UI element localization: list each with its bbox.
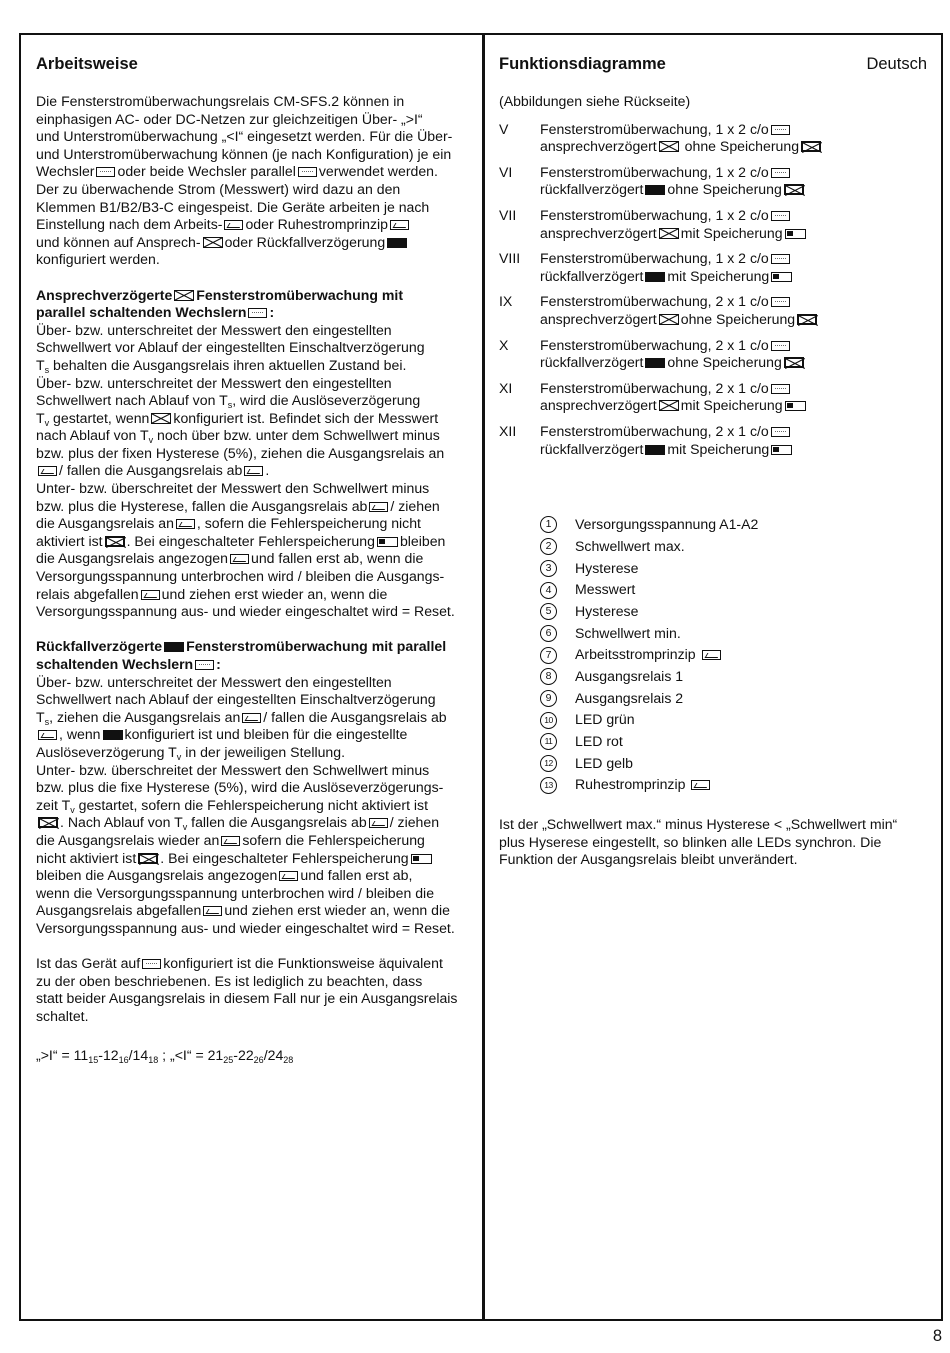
function-memory: ohne Speicherung [667,354,782,371]
text-line [36,814,478,832]
text-fragment: die Ausgangsrelais wieder an [36,831,220,848]
text-fragment: bleiben die Ausgangsrelais angezogen [36,867,278,884]
text-fragment: nicht aktiviert ist [36,849,137,866]
text-fragment: /24 [263,1047,284,1064]
section-ansprechverzoegert [36,287,478,621]
text-fragment: verwendet werden. [318,163,438,180]
text-fragment: / ziehen [389,814,440,831]
legend-number: 2 [540,538,557,555]
text-line [36,586,478,604]
text-fragment: und ziehen erst wieder an, wenn die [224,902,450,919]
function-memory: ohne Speicherung [684,138,800,155]
text-line [36,163,478,181]
legend-label: LED grün [575,711,635,728]
without-memory-icon [105,536,125,547]
text-fragment: , ziehen die Ausgangsrelais an [49,708,241,725]
on-delay-icon [203,237,223,248]
off-delay-icon [645,445,665,455]
text-fragment: Auslöseverzögerung T [36,743,177,760]
open-circuit-principle-icon [702,650,721,660]
text-line: Der zu überwachende Strom (Messwert) wird dazu an den [36,180,401,197]
text-fragment: parallel schaltenden Wechslern [36,304,247,321]
legend-item [499,644,929,666]
function-item [499,337,929,372]
legend-item [499,536,929,558]
right-column [499,54,929,869]
function-title: Fensterstromüberwachung, 1 x 2 c/o [540,250,769,267]
text-fragment: , wird die Auslöseverzögerung [232,392,421,409]
function-delay: ansprechverzögert [540,224,657,241]
with-memory-icon [785,401,806,411]
text-fragment: T [36,708,45,725]
function-title: Fensterstromüberwachung, 2 x 1 c/o [540,336,769,353]
function-delay: rückfallverzögert [540,181,644,198]
function-number: XII [499,422,517,439]
function-delay: ansprechverzögert [540,310,657,327]
terminal-formula [36,1047,478,1065]
subscript: 26 [253,1055,264,1066]
subscript: 15 [88,1055,99,1066]
text-fragment: . Bei eingeschalteter Fehlerspeicherung [126,532,375,549]
legend-label: Schwellwert max. [575,537,685,554]
text-fragment: Wechsler [36,163,95,180]
function-number: VII [499,206,517,223]
with-memory-icon [411,854,432,864]
text-fragment: und ziehen erst wieder an, wenn die [161,585,388,602]
two-changeover-icon [248,308,267,318]
text-line [36,902,478,920]
text-line: konfiguriert werden. [36,251,160,268]
function-delay: ansprechverzögert [540,138,657,155]
section-rueckfallverzoegert [36,638,478,937]
text-fragment: nach Ablauf von T [36,427,149,444]
text-fragment: ; „<I“ = 21 [158,1047,224,1064]
legend-item [499,557,929,579]
heading-arbeitsweise: Arbeitsweise [36,55,138,73]
without-memory-icon [784,357,804,368]
text-line [36,709,478,727]
legend-label: Ausgangsrelais 1 [575,667,684,684]
text-line: bzw. plus der fixen Hysterese (5%), ziehen die Ausgangsrelais an [36,444,445,461]
legend-number: 9 [540,690,557,707]
closed-circuit-principle-icon [203,906,222,916]
two-changeover-icon [298,167,317,177]
legend-item [499,623,929,645]
legend-number: 12 [540,755,557,772]
open-circuit-principle-icon [242,713,261,723]
on-delay-icon [659,314,679,325]
text-line: plus Hyserese eingestellt, so blinken alle LEDs synchron. Die [499,833,882,850]
text-line: Über- bzw. unterschreitet der Messwert den eingestellten [36,374,392,391]
off-delay-icon [387,238,407,248]
function-title: Fensterstromüberwachung, 2 x 1 c/o [540,293,769,310]
text-line: zu der oben beschriebenen. Es ist lediglich zu beachten, dass [36,972,423,989]
legend-item [499,731,929,753]
subscript: 25 [223,1055,234,1066]
text-fragment: relais abgefallen [36,585,139,602]
language-label: Deutsch [866,55,927,73]
text-line [36,410,478,428]
legend-number: 8 [540,668,557,685]
text-fragment: oder beide Wechsler parallel [117,163,296,180]
function-delay: rückfallverzögert [540,354,644,371]
text-line [36,867,478,885]
text-line [36,392,478,410]
text-line: Über- bzw. unterschreitet der Messwert den eingestellten [36,321,392,338]
function-title: Fensterstromüberwachung, 1 x 2 c/o [540,163,769,180]
legend-label: Versorgungsspannung A1-A2 [575,516,759,533]
legend-label: Schwellwert min. [575,624,681,641]
intro-paragraph [36,93,478,269]
function-item [499,380,929,415]
legend-number: 4 [540,582,557,599]
text-line: Über- bzw. unterschreitet der Messwert den eingestellten [36,673,392,690]
subscript: v [148,435,154,446]
text-line: Schwellwert nach Ablauf der eingestellten Einschaltverzögerung [36,691,436,708]
function-item [499,164,929,199]
function-item [499,250,929,285]
text-fragment: zeit T [36,796,71,813]
text-fragment: noch über bzw. unter dem Schwellwert minus [157,427,440,444]
text-line: Unter- bzw. überschreitet der Messwert den Schwellwert minus [36,480,430,497]
with-memory-icon [377,537,398,547]
text-line: Ist der „Schwellwert max.“ minus Hysterese < „Schwellwert min“ [499,816,898,833]
function-title: Fensterstromüberwachung, 2 x 1 c/o [540,422,769,439]
text-line [36,498,478,516]
text-line: / fallen die Ausgangsrelais ab . [36,462,478,480]
text-line: Versorgungsspannung aus- und wieder eingeschaltet wird = Reset. [36,919,455,936]
without-memory-icon [38,817,58,828]
legend-item [499,774,929,796]
without-memory-icon [797,314,817,325]
heading-funktionsdiagramme: Funktionsdiagramme [499,55,666,73]
on-delay-icon [659,228,679,239]
off-delay-icon [103,730,123,740]
on-delay-icon [659,400,679,411]
one-changeover-icon [142,959,161,969]
legend-item [499,688,929,710]
function-item [499,207,929,242]
subscript: 28 [283,1055,294,1066]
subscript: v [70,804,75,815]
text-fragment: Rückfallverzögerte [36,638,163,655]
function-delay: rückfallverzögert [540,440,644,457]
note-paragraph [499,816,929,869]
function-item [499,293,929,328]
text-line: Versorgungsspannung unterbrochen wird / bleiben die Ausgangs- [36,568,445,585]
off-delay-icon [645,185,665,195]
left-column [36,54,478,1065]
text-fragment: konfiguriert ist die Funktionsweise äquivalent [163,955,443,972]
off-delay-icon [164,642,184,652]
legend-label: LED gelb [575,754,633,771]
function-title: Fensterstromüberwachung, 1 x 2 c/o [540,120,769,137]
two-changeover-icon [771,211,790,221]
text-fragment: aktiviert ist [36,532,103,549]
one-changeover-icon [771,427,790,437]
text-fragment: / fallen die Ausgangsrelais ab [59,462,243,479]
two-changeover-icon [771,254,790,264]
text-fragment: konfiguriert ist und bleiben für die eingestellte [124,726,408,743]
with-memory-icon [785,229,806,239]
off-delay-icon [645,358,665,368]
closed-circuit-principle-icon [691,780,710,790]
function-memory: mit Speicherung [680,224,783,241]
text-line [36,515,478,533]
text-line [36,955,478,973]
text-fragment: Ansprechverzögerte [36,286,173,303]
text-fragment: Schwellwert nach Ablauf von T [36,392,228,409]
with-memory-icon [771,445,792,455]
text-line [36,533,478,551]
text-fragment: behalten die Ausgangsrelais ihren aktuellen Zustand bei. [53,356,407,373]
legend-number: 1 [540,516,557,533]
function-number: VIII [499,250,521,267]
function-title: Fensterstromüberwachung, 2 x 1 c/o [540,379,769,396]
legend-label: Hysterese [575,602,639,619]
text-line: statt beider Ausgangsrelais in diesem Fall nur je ein Ausgangsrelais [36,990,458,1007]
text-fragment: fallen die Ausgangsrelais ab [191,814,367,831]
legend-item [499,601,929,623]
without-memory-icon [138,853,158,864]
text-line: bzw. plus die fixe Hysterese (5%), wird die Auslöseverzögerungs- [36,779,444,796]
text-fragment: bzw. plus die Hysterese, fallen die Ausgangsrelais ab [36,497,368,514]
legend-number: 10 [540,712,557,729]
text-line [36,427,478,445]
text-fragment: Ist das Gerät auf [36,955,141,972]
text-fragment: . Nach Ablauf von T [60,814,183,831]
text-line [36,357,478,375]
legend-label: Messwert [575,581,636,598]
text-fragment: -22 [233,1047,254,1064]
text-fragment: gestartet, sofern die Fehlerspeicherung nicht aktiviert ist [78,796,429,813]
two-changeover-icon [771,125,790,135]
subscript: s [44,364,50,375]
function-memory: mit Speicherung [680,397,783,414]
text-line: Die Fensterstromüberwachungsrelais CM-SFS.2 können in [36,93,405,109]
subscript: v [176,751,182,762]
closed-circuit-principle-icon [141,590,160,600]
text-fragment: Fensterstromüberwachung mit [196,286,404,303]
legend-number: 6 [540,625,557,642]
off-delay-icon [645,272,665,282]
text-line [36,797,478,815]
function-number: VI [499,163,513,180]
text-fragment: -12 [98,1047,119,1064]
text-line [36,550,478,568]
text-fragment: in der jeweiligen Stellung. [185,743,346,760]
legend-label: Ausgangsrelais 2 [575,689,684,706]
closed-circuit-principle-icon [176,519,195,529]
text-fragment: schaltenden Wechslern [36,656,194,672]
text-fragment: die Ausgangsrelais angezogen [36,550,228,567]
text-line: schaltet. [36,1007,89,1024]
function-title: Fensterstromüberwachung, 1 x 2 c/o [540,206,769,223]
open-circuit-principle-icon [224,220,243,230]
text-line [36,832,478,850]
legend-label: LED rot [575,733,623,750]
text-fragment: Einstellung nach dem Arbeits- [36,216,223,233]
subtitle: (Abbildungen siehe Rückseite) [499,93,691,109]
function-delay: rückfallverzögert [540,267,644,284]
closed-circuit-principle-icon [221,836,240,846]
text-line [36,850,478,868]
text-fragment: Ausgangsrelais abgefallen [36,902,202,919]
subscript: s [44,716,50,727]
legend-item [499,666,929,688]
subscript: 16 [118,1055,129,1066]
text-line: einphasigen AC- oder DC-Netzen zur gleichzeitigen Über- „>I“ [36,110,423,127]
text-fragment: / ziehen [390,497,440,514]
text-line: und Unterstromüberwachung „<I“ eingesetzt werden. Für die Über- [36,128,453,145]
text-fragment: oder Ruhestromprinzip [245,216,389,233]
two-changeover-icon [195,660,214,670]
function-item [499,423,929,458]
open-circuit-principle-icon [230,554,249,564]
text-fragment: T [36,356,45,373]
two-changeover-icon [771,168,790,178]
legend-number: 11 [540,733,557,750]
legend-item [499,753,929,775]
function-number: V [499,120,509,137]
text-line [36,726,478,744]
on-delay-icon [151,413,171,424]
text-line [36,216,478,234]
legend-number: 5 [540,603,557,620]
subscript: v [182,822,188,833]
text-fragment: und können auf Ansprech- [36,233,201,250]
text-fragment: oder Rückfallverzögerung [224,233,386,250]
closed-circuit-principle-icon [390,220,409,230]
text-fragment: / fallen die Ausgangsrelais ab [263,708,447,725]
page-number: 8 [932,1327,942,1345]
with-memory-icon [771,272,792,282]
text-fragment: konfiguriert ist. Befindet sich der Messwert [173,409,439,426]
text-fragment: , wenn [59,726,101,743]
text-fragment: bleiben [399,532,446,549]
legend-number: 13 [540,777,557,794]
closed-circuit-principle-icon [244,466,263,476]
section-title [36,287,478,305]
subscript: s [227,400,233,411]
section-2x1-configuration [36,955,478,1025]
closed-circuit-principle-icon [38,730,57,740]
column-divider [482,33,485,1321]
legend-item [499,579,929,601]
one-changeover-icon [771,341,790,351]
text-fragment: die Ausgangsrelais an [36,515,174,532]
subscript: 18 [148,1055,159,1066]
text-line: und Unterstromüberwachung können (je nach Konfiguration) je ein [36,145,452,162]
section-title: parallel schaltenden Wechslern : [36,304,275,321]
legend-number: 7 [540,647,557,664]
text-fragment: , sofern die Fehlerspeicherung nicht [196,515,421,532]
function-list [499,121,929,459]
text-line: Versorgungsspannung aus- und wieder eingeschaltet wird = Reset. [36,603,455,620]
text-line [36,744,478,762]
text-line: Funktion der Ausgangsrelais bleibt unverändert. [499,851,798,868]
function-item [499,121,929,156]
text-line: Klemmen B1/B2/B3-C eingespeist. Die Geräte arbeiten je nach [36,198,430,215]
text-fragment: und fallen erst ab, wenn die [250,550,424,567]
text-fragment: /14 [128,1047,149,1064]
function-number: XI [499,379,513,396]
section-title [36,638,478,656]
function-number: IX [499,293,513,310]
function-number: X [499,336,509,353]
function-memory: mit Speicherung [667,440,770,457]
text-fragment: gestartet, wenn [53,409,150,426]
one-changeover-icon [96,167,115,177]
function-memory: ohne Speicherung [680,310,796,327]
text-fragment: . Bei eingeschalteter Fehlerspeicherung [160,849,409,866]
text-fragment: „>I“ = 11 [36,1047,89,1064]
function-memory: ohne Speicherung [667,181,782,198]
text-fragment: sofern die Fehlerspeicherung [242,831,425,848]
subscript: v [44,417,50,428]
legend-label: Hysterese [575,559,639,576]
open-circuit-principle-icon [38,466,57,476]
open-circuit-principle-icon [369,818,388,828]
text-line [36,234,478,252]
legend-label: Arbeitsstromprinzip [575,646,696,663]
on-delay-icon [174,290,194,301]
function-delay: ansprechverzögert [540,397,657,414]
text-line: wenn die Versorgungsspannung unterbrochen wird / bleiben die [36,884,435,901]
section-title: schaltenden Wechslern : [36,656,221,672]
open-circuit-principle-icon [369,502,388,512]
text-line: Unter- bzw. überschreitet der Messwert den Schwellwert minus [36,761,430,778]
legend-number: 3 [540,560,557,577]
text-fragment: Fensterstromüberwachung mit parallel [186,638,447,655]
text-fragment: T [36,409,45,426]
without-memory-icon [801,141,821,152]
without-memory-icon [784,184,804,195]
text-fragment: und fallen erst ab, [300,867,413,884]
function-memory: mit Speicherung [667,267,770,284]
text-line: Schwellwert vor Ablauf der eingestellten Einschaltverzögerung [36,339,425,356]
on-delay-icon [659,141,679,152]
legend-list [499,514,929,796]
one-changeover-icon [771,384,790,394]
open-circuit-principle-icon [279,871,298,881]
one-changeover-icon [771,297,790,307]
legend-label: Ruhestromprinzip [575,776,686,793]
legend-item [499,709,929,731]
legend-item [499,514,929,536]
